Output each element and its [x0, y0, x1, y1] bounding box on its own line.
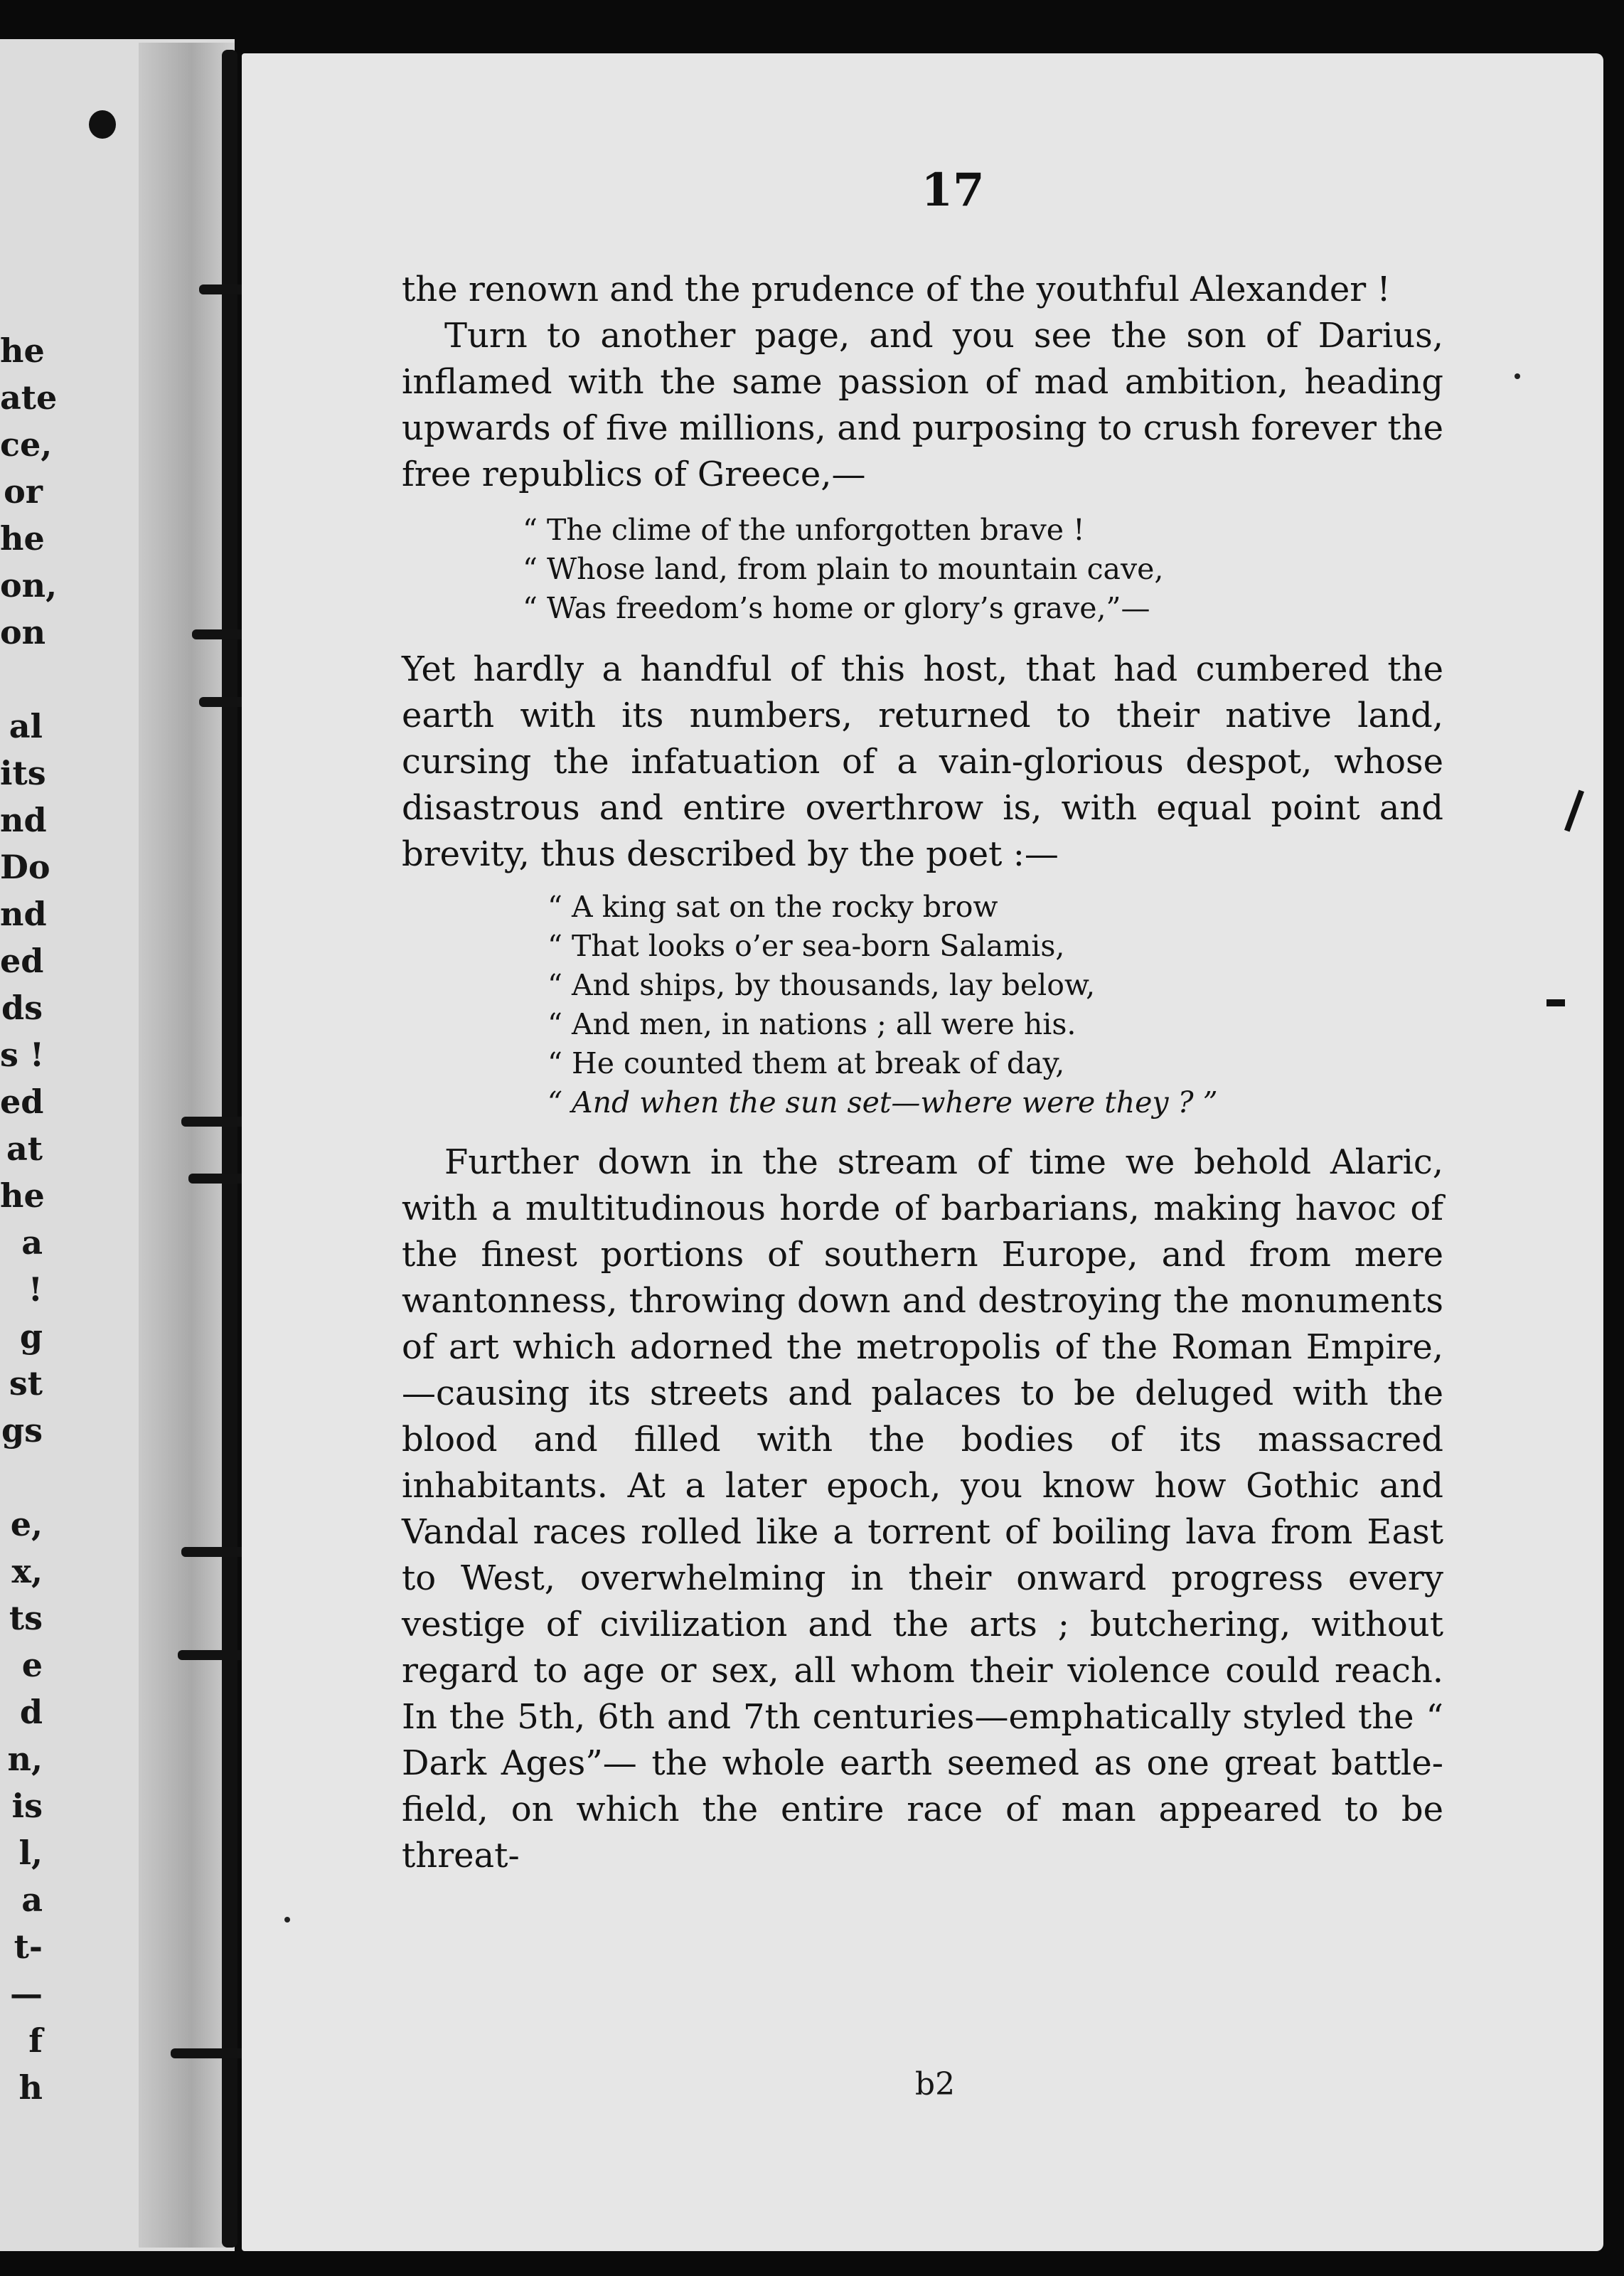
- facing-page-fragment: ate: [0, 378, 58, 417]
- paragraph-alaric: Further down in the stream of time we behold Alaric, with a multitudinous horde of barbarians, making havoc of the finest portions of southern Europe, and from mere wantonness, throwing down and destroying the monuments of art which adorned the metropolis of the Roman Empire,—causing its streets and palaces to be deluged with the blood and filled with the bodies of its massacred inhabitants. At a later epoch, you know how Gothic and Vandal races rolled like a torrent of boiling lava from East to West, overwhelming in their onward progress every vestige of civilization and the arts ; butchering, without regard to age or sex, all whom their violence could reach. In the 5th, 6th and 7th centuries—emphatically styled the “ Dark Ages”— the whole earth seemed as one great battle-field, on which the entire race of man appeared to be threat-: [402, 1142, 1443, 1876]
- verse-line: “ And ships, by thousands, lay below,: [547, 968, 1096, 1002]
- book-page: [242, 53, 1603, 2251]
- facing-page-fragment: nd: [0, 801, 47, 839]
- facing-page-fragment: its: [0, 754, 46, 792]
- verse-line: “ And men, in nations ; all were his.: [547, 1007, 1077, 1041]
- facing-page-fragment: ds: [1, 989, 43, 1027]
- facing-page-fragment: on,: [0, 566, 58, 605]
- facing-page-fragment: gs: [1, 1411, 43, 1450]
- verse-block-greece: [523, 511, 1443, 628]
- verse-line-italic: “ And when the sun set—where were they ? ”: [547, 1085, 1218, 1120]
- facing-page-fragment: ed: [0, 1083, 44, 1121]
- binding-stitch: [192, 629, 245, 639]
- verse-line: “ That looks o’er sea-born Salamis,: [547, 929, 1065, 963]
- facing-page-text-fragments: [0, 327, 58, 2111]
- facing-page-fragment: [0, 656, 43, 703]
- facing-page-fragment: ts: [9, 1599, 43, 1637]
- facing-page-fragment: Do: [0, 848, 50, 886]
- page-body: [402, 267, 1443, 1879]
- facing-page-fragment: or: [4, 472, 43, 511]
- paragraph-continuation: the renown and the prudence of the youthful Alexander !: [402, 270, 1391, 309]
- signature-mark: b2: [914, 2066, 956, 2102]
- facing-page-fragment: —: [10, 1974, 43, 2013]
- verse-line: “ Whose land, from plain to mountain cave,: [523, 552, 1164, 586]
- verse-line: “ The clime of the unforgotten brave !: [523, 513, 1085, 547]
- facing-page-fragment: e: [21, 1646, 43, 1684]
- facing-page-fragment: e,: [10, 1505, 43, 1543]
- binding-stitch: [188, 1174, 249, 1184]
- facing-page-fragment: st: [9, 1364, 43, 1403]
- facing-page-fragment: ce,: [0, 425, 53, 464]
- facing-page-fragment: ed: [0, 942, 44, 980]
- facing-page-fragment: g: [19, 1317, 43, 1356]
- facing-page-fragment: a: [21, 1881, 43, 1919]
- facing-page-fragment: he: [0, 519, 45, 558]
- paragraph-darius: Turn to another page, and you see the son of Darius, inflamed with the same passion of mad ambition, heading upwards of five millions, and purposing to crush forever the free republics of Greece,—: [402, 316, 1443, 494]
- facing-page-fragment: al: [9, 707, 43, 745]
- facing-page-fragment: [0, 1454, 43, 1501]
- facing-page-fragment: h: [18, 2068, 43, 2107]
- facing-page-fragment: t-: [14, 1927, 43, 1966]
- facing-page-fragment: x,: [11, 1552, 43, 1590]
- facing-page-fragment: he: [0, 331, 45, 370]
- facing-page-fragment: a: [21, 1223, 43, 1262]
- page-speck: [1515, 373, 1520, 379]
- margin-mark: [1564, 789, 1584, 831]
- gutter-shadow: [139, 43, 235, 2248]
- facing-page-fragment: on: [0, 613, 46, 652]
- page-speck: [284, 1917, 290, 1923]
- ink-blot: [89, 110, 116, 139]
- verse-line: “ A king sat on the rocky brow: [547, 890, 998, 924]
- facing-page-fragment: d: [19, 1693, 43, 1731]
- facing-page-fragment: is: [11, 1787, 43, 1825]
- margin-mark: [1546, 999, 1565, 1006]
- facing-page-fragment: he: [0, 1176, 45, 1215]
- facing-page-fragment: !: [28, 1270, 43, 1309]
- facing-page-fragment: n,: [7, 1740, 43, 1778]
- verse-line: “ Was freedom’s home or glory’s grave,”—: [523, 591, 1150, 625]
- facing-page-fragment: s !: [0, 1036, 45, 1074]
- paragraph-host: Yet hardly a handful of this host, that had cumbered the earth with its numbers, returned to their native land, cursing the infatuation of a vain-glorious despot, whose disastrous and entire overthrow is, with equal point and brevity, thus described by the poet :—: [402, 649, 1443, 874]
- verse-block-salamis: [547, 888, 1443, 1122]
- binding-stitch: [181, 1547, 249, 1557]
- facing-page-fragment: l,: [18, 1834, 43, 1872]
- binding-cord: [222, 50, 237, 2248]
- page-number: 17: [921, 164, 985, 217]
- facing-page-fragment: at: [6, 1129, 43, 1168]
- verse-line: “ He counted them at break of day,: [547, 1046, 1065, 1080]
- facing-page-fragment: nd: [0, 895, 47, 933]
- facing-page-fragment: f: [28, 2021, 43, 2060]
